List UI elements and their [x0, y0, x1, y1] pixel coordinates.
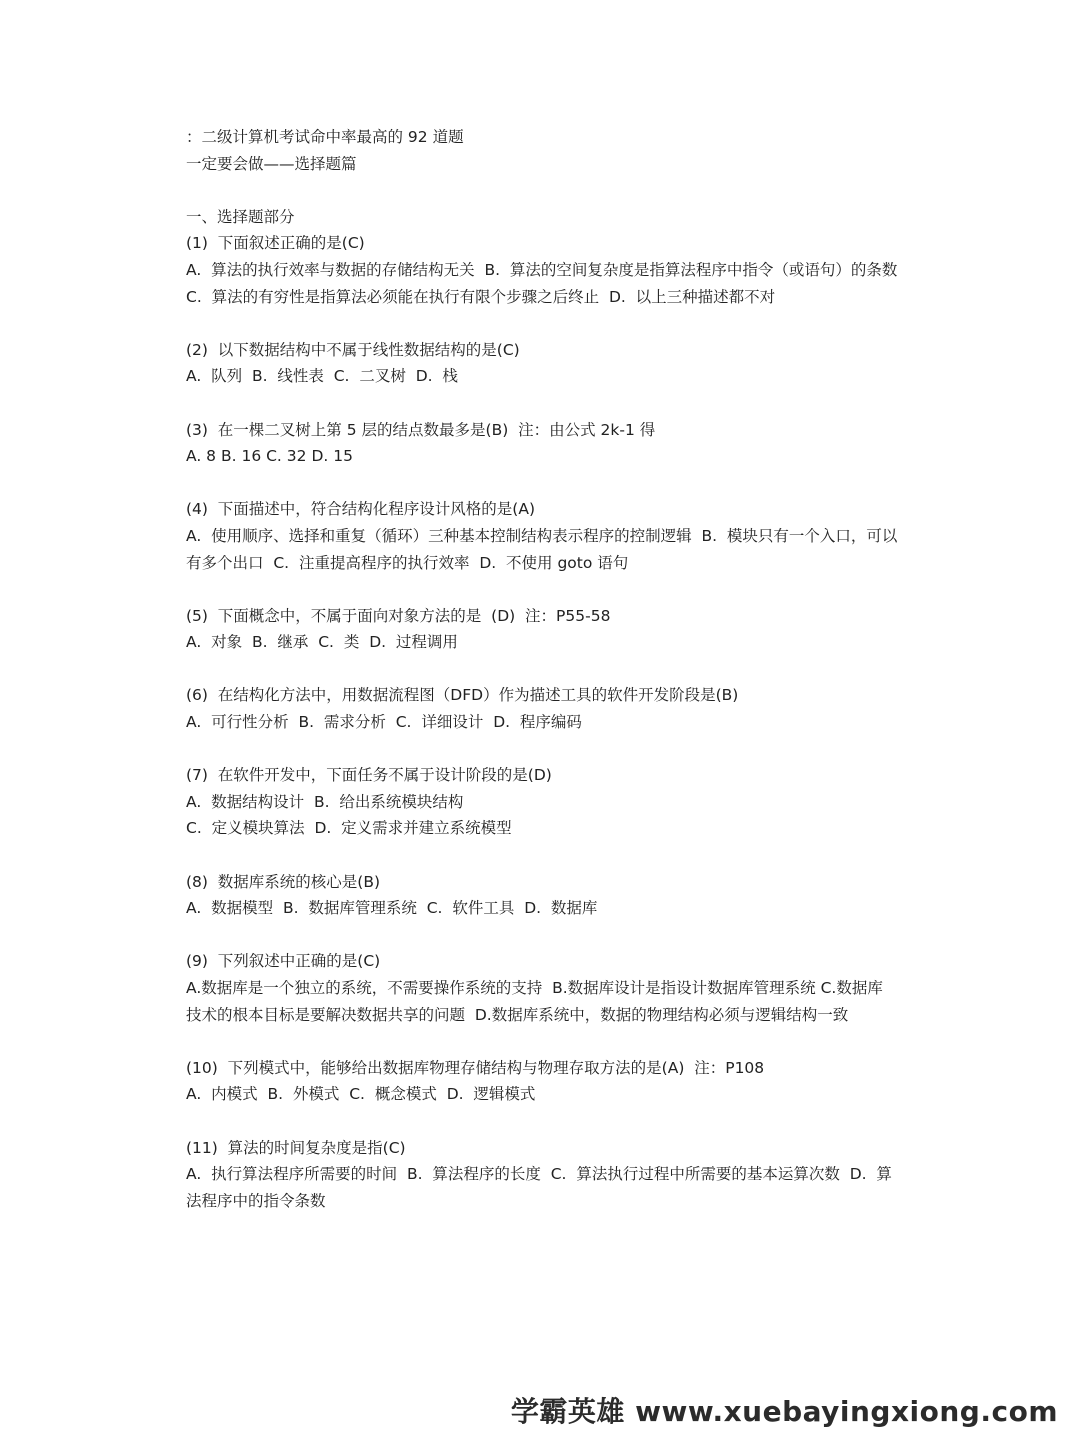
doc-title-line1: ：二级计算机考试命中率最高的 92 道题 [186, 128, 464, 146]
question-stem: (9) 下列叙述中正确的是(C) [186, 952, 381, 971]
question-stem: (10) 下列模式中，能够给出数据库物理存储结构与物理存取方法的是(A) 注：P108 [186, 1058, 765, 1077]
question-options: A. 执行算法程序所需要的时间 B. 算法程序的长度 C. 算法执行过程中所需要的基本运算次数 D. 算法程序中的指令条数 [186, 1165, 892, 1210]
question-options: A. 数据模型 B. 数据库管理系统 C. 软件工具 D. 数据库 [186, 899, 598, 918]
question-stem: (4) 下面描述中，符合结构化程序设计风格的是(A) [186, 500, 536, 519]
question-stem: (1) 下面叙述正确的是(C) [186, 234, 365, 253]
question-options-line2: C. 定义模块算法 D. 定义需求并建立系统模型 [186, 819, 512, 838]
question-stem: (8) 数据库系统的核心是(B) [186, 872, 381, 891]
question-8 [186, 869, 898, 922]
question-2 [186, 337, 898, 390]
document-body [186, 124, 908, 1214]
question-options: A. 使用顺序、选择和重复（循环）三种基本控制结构表示程序的控制逻辑 B. 模块只有一个入口，可以有多个出口 C. 注重提高程序的执行效率 D. 不使用 goto 语句 [186, 526, 898, 572]
question-stem: (2) 以下数据结构中不属于线性数据结构的是(C) [186, 340, 520, 359]
question-options: A. 队列 B. 线性表 C. 二叉树 D. 栈 [186, 367, 458, 386]
question-9 [186, 948, 898, 1028]
question-1 [186, 230, 908, 310]
section-heading: 一、选择题部分 [186, 207, 295, 226]
question-stem: (6) 在结构化方法中，用数据流程图（DFD）作为描述工具的软件开发阶段是(B) [186, 686, 739, 705]
doc-title-line2: 一定要会做——选择题篇 [186, 154, 357, 173]
question-11 [186, 1135, 898, 1215]
question-7 [186, 762, 898, 842]
question-options: A. 内模式 B. 外模式 C. 概念模式 D. 逻辑模式 [186, 1085, 536, 1104]
question-4 [186, 496, 898, 576]
question-stem: (7) 在软件开发中，下面任务不属于设计阶段的是(D) [186, 766, 552, 785]
question-options: A.数据库是一个独立的系统，不需要操作系统的支持 B.数据库设计是指设计数据库管理系统 C.数据库技术的根本目标是要解决数据共享的问题 D.数据库系统中，数据的物理结构必须与逻辑结构一致 [186, 979, 883, 1024]
site-watermark: 学霸英雄 www.xuebayingxiong.com [510, 1395, 1058, 1428]
question-5 [186, 603, 898, 656]
question-6 [186, 682, 898, 735]
question-10 [186, 1055, 898, 1108]
question-options: A. 对象 B. 继承 C. 类 D. 过程调用 [186, 633, 458, 652]
question-stem: (11) 算法的时间复杂度是指(C) [186, 1138, 406, 1157]
question-options: A. 算法的执行效率与数据的存储结构无关 B. 算法的空间复杂度是指算法程序中指令（或语句）的条数 C. 算法的有穷性是指算法必须能在执行有限个步骤之后终止 D. 以上三种描述都不对 [186, 260, 908, 306]
question-options: A. 8 B. 16 C. 32 D. 15 [186, 447, 353, 466]
question-options: A. 可行性分析 B. 需求分析 C. 详细设计 D. 程序编码 [186, 713, 582, 732]
question-3 [186, 417, 898, 470]
question-stem: (5) 下面概念中，不属于面向对象方法的是 (D) 注：P55-58 [186, 606, 611, 625]
question-options: A. 数据结构设计 B. 给出系统模块结构 [186, 792, 464, 811]
question-stem: (3) 在一棵二叉树上第 5 层的结点数最多是(B) 注：由公式 2k-1 得 [186, 420, 656, 439]
